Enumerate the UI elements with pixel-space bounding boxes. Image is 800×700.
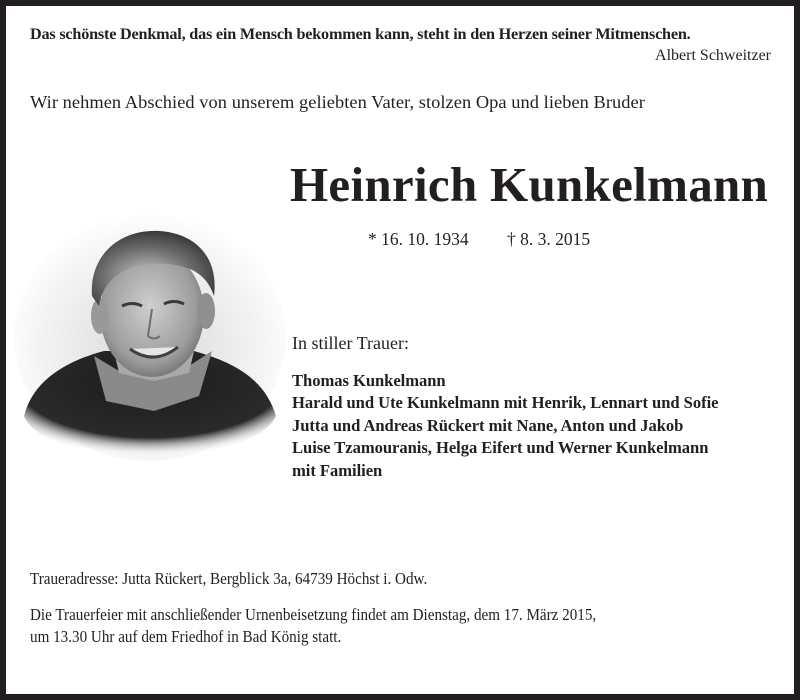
mourner-entry: Thomas Kunkelmann xyxy=(292,371,446,390)
ceremony-line: Die Trauerfeier mit anschließender Urnenbeisetzung findet am Dienstag, dem 17. März 2015, xyxy=(30,605,597,624)
mourner-entry: Jutta und Andreas Rückert mit Nane, Anton und Jakob xyxy=(292,415,684,435)
life-dates xyxy=(368,229,590,250)
mourning-label: In stiller Trauer: xyxy=(292,333,409,353)
mourner-entry: Luise Tzamouranis, Helga Eifert und Werner Kunkelmann xyxy=(292,438,709,458)
deceased-name: Heinrich Kunkelmann xyxy=(290,157,769,212)
quote-author: Albert Schweitzer xyxy=(655,47,771,64)
ceremony-line: um 13.30 Uhr auf dem Friedhof in Bad König statt. xyxy=(30,627,342,646)
funeral-ceremony-info xyxy=(30,604,596,648)
farewell-intro: Wir nehmen Abschied von unserem geliebten Vater, stolzen Opa und lieben Bruder xyxy=(30,92,645,112)
death-date: † 8. 3. 2015 xyxy=(507,229,591,249)
birth-date: * 16. 10. 1934 xyxy=(368,229,469,249)
mourner-entry: Harald und Ute Kunkelmann mit Henrik, Lennart und Sofie xyxy=(292,393,719,413)
portrait-photo-icon xyxy=(14,201,286,463)
mourning-address: Traueradresse: Jutta Rückert, Bergblick 3a, 64739 Höchst i. Odw. xyxy=(30,569,428,588)
memorial-quote: Das schönste Denkmal, das ein Mensch bekommen kann, steht in den Herzen seiner Mitmenschen. xyxy=(30,25,691,43)
mourner-entry: mit Familien xyxy=(292,460,383,480)
mourners-list xyxy=(292,370,718,482)
